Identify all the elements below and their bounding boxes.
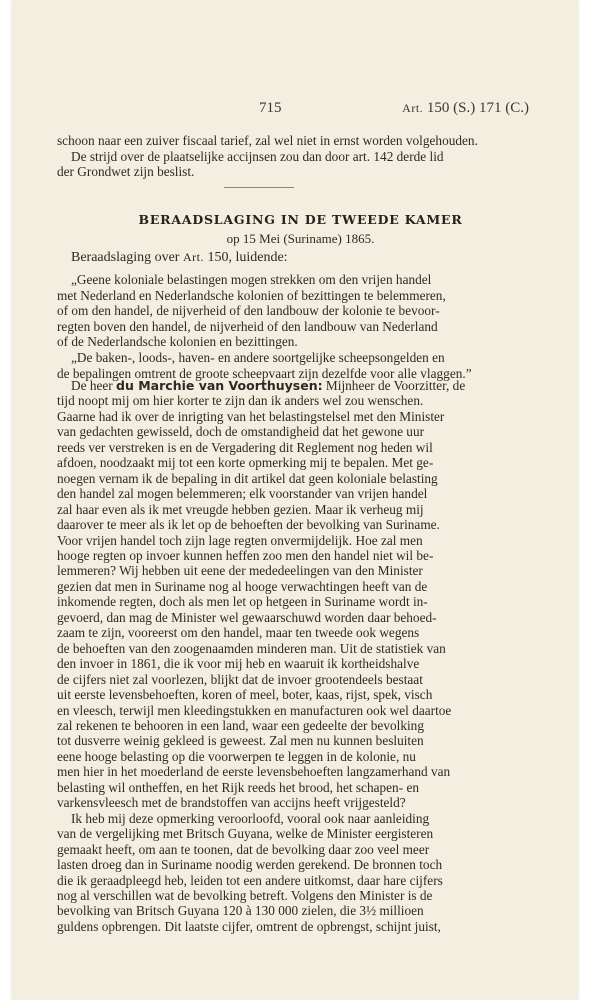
speech-line: eene hooge belasting op die voorwerpen te leggen in de kolonie, nu bbox=[57, 748, 416, 764]
running-head-rest: 150 (S.) 171 (C.) bbox=[423, 100, 529, 116]
quote-line: „Geene koloniale belastingen mogen strekken om den vrijen handel bbox=[71, 272, 432, 287]
speech-line: den invoer in 1861, die ik voor mij heb en waaruit ik kortheidshalve bbox=[57, 656, 420, 672]
speech-line: men hier in het moederland de eerste levensbehoeften langzamerhand van bbox=[57, 764, 451, 780]
deliberation-line bbox=[57, 250, 544, 266]
speech-line: en vleesch, terwijl men kleedingstukken en manufacturen ook wel daartoe bbox=[57, 702, 452, 718]
speech-line: gemaakt heeft, om aan te toonen, dat de bevolking daar zoo veel meer bbox=[57, 841, 430, 857]
speech-line: belasting wil ontheffen, en het Rijk reeds het brood, het schapen- en bbox=[57, 779, 419, 795]
speech-line: de cijfers niet zal voorlezen, blijkt dat de invoer grootendeels bestaat bbox=[57, 671, 423, 687]
speech-line: Gaarne had ik over de inrigting van het belastingstelsel met den Minister bbox=[57, 408, 445, 424]
speech-first-line: Mijnheer de Voorzitter, de bbox=[322, 378, 466, 393]
speech-line: Voor vrijen handel toch zijn lage regten onvermijdelijk. Hoe zal men bbox=[57, 532, 423, 548]
speech-line: zal rekenen te behooren in een land, waar een gedeelte der bevolking bbox=[57, 717, 424, 733]
speech-line: lemmeren? Wij hebben uit eene der mededeelingen van den Minister bbox=[57, 563, 423, 579]
speech-line: nog al verschillen wat de bevolking betreft. Volgens den Minister is de bbox=[57, 887, 433, 903]
book-page bbox=[12, 0, 578, 1000]
speech-paragraph bbox=[57, 378, 544, 934]
quote-line: „De baken-, loods-, haven- en andere soortgelijke scheepsongelden en bbox=[71, 349, 445, 365]
speech-line: lasten droeg dan in Suriname noodig werden gerekend. De bronnen toch bbox=[57, 857, 443, 873]
speech-line: die ik geraadpleegd heb, leiden tot een andere uitkomst, daar hare cijfers bbox=[57, 872, 443, 888]
running-head bbox=[402, 100, 529, 117]
speech-line: tot dusverre weinig gekleed is geweest. Zal men nu kunnen besluiten bbox=[57, 733, 424, 749]
speech-line: afdoen, noodzaakt mij tot een korte opmerking mij te bepalen. Met ge- bbox=[57, 455, 434, 471]
speech-line: van de vergelijking met Britsch Guyana, welke de Minister eergisteren bbox=[57, 826, 434, 842]
speech-line: noegen vernam ik de bepaling in dit artikel dat geen koloniale belasting bbox=[57, 470, 438, 486]
page-header bbox=[72, 100, 529, 120]
quoted-article bbox=[57, 272, 544, 381]
intro-paragraph bbox=[57, 133, 544, 180]
speech-line: gezien dat men in Suriname nog al hooge verwachtingen heeft van de bbox=[57, 578, 428, 594]
page-number: 715 bbox=[259, 100, 282, 116]
speech-line: inkomende regten, doch als men let op hetgeen in Suriname wordt in- bbox=[57, 594, 428, 610]
quote-line: of om den handel, de nijverheid of den landbouw der kolonie te bevoor- bbox=[57, 303, 440, 319]
speech-line: reeds ver verstreken is en de Vergadering dit Reglement nog heden wil bbox=[57, 439, 433, 455]
speech-line: tijd noopt mij om hier korter te zijn dan ik anders wel zou wenschen. bbox=[57, 393, 424, 409]
speech-line: uit eerste levensbehoeften, koren of meel, boter, kaas, rijst, spek, visch bbox=[57, 687, 433, 703]
intro-line: der Grondwet zijn beslist. bbox=[57, 164, 195, 180]
speech-line: van gedachten gewisseld, doch de omstandigheid dat het gewone uur bbox=[57, 424, 425, 440]
deliberation-art: Art. bbox=[182, 250, 204, 264]
speech-line: daarover te meer als ik let op de behoeften der bevolking van Suriname. bbox=[57, 517, 440, 533]
intro-line: schoon naar een zuiver fiscaal tarief, zal wel niet in ernst worden volgehouden. bbox=[57, 133, 478, 148]
quote-line: of de Nederlandsche kolonien en bezittingen. bbox=[57, 334, 298, 350]
running-head-art: Art. bbox=[402, 101, 424, 115]
quote-line: met Nederland en Nederlandsche kolonien of bezittingen te belemmeren, bbox=[57, 287, 446, 303]
speech-line: Ik heb mij deze opmerking veroorloofd, vooral ook naar aanleiding bbox=[71, 810, 430, 826]
intro-line: De strijd over de plaatselijke accijnsen zou dan door art. 142 derde lid bbox=[71, 148, 444, 164]
speech-prefix: De heer bbox=[71, 378, 117, 393]
speech-line: den handel zal mogen belemmeren; elk voorstander van vrijen handel bbox=[57, 486, 428, 502]
speech-line: bevolking van Britsch Guyana 120 à 130 000 zielen, die 3½ millioen bbox=[57, 903, 424, 919]
speech-line: varkensvleesch met de brandstoffen van accijns heeft vrijgesteld? bbox=[57, 795, 406, 811]
section-subtitle: op 15 Mei (Suriname) 1865. bbox=[226, 231, 375, 246]
quote-line: regten boven den handel, de nijverheid of den landbouw van Nederland bbox=[57, 318, 438, 334]
deliberation-suffix: 150, luidende: bbox=[203, 250, 288, 265]
speech-line: hooge regten op invoer kunnen heffen zoo men den handel niet wil be- bbox=[57, 547, 434, 563]
deliberation-prefix: Beraadslaging over bbox=[71, 250, 183, 265]
speech-line: gevoerd, dan mag de Minister wel gewaarschuwd worden daar behoed- bbox=[57, 609, 437, 625]
speech-line: guldens opbrengen. Dit laatste cijfer, omtrent de opbrengst, schijnt juist, bbox=[57, 918, 441, 934]
speech-line: zal haar even als ik met vreugde hebben gezien. Maar ik verheug mij bbox=[57, 501, 424, 517]
section-title: BERAADSLAGING IN DE TWEEDE KAMER bbox=[138, 212, 463, 227]
section-divider bbox=[224, 187, 294, 188]
speaker-name: du Marchie van Voorthuysen: bbox=[116, 378, 323, 393]
speech-line: zaam te zijn, vooreerst om den handel, maar ten tweede ook wegens bbox=[57, 625, 420, 641]
speech-line: de behoeften van den zoogenaamden minderen man. Uit de statistiek van bbox=[57, 640, 446, 656]
quote-line: de bepalingen omtrent de groote scheepvaart zijn dezelfde voor alle vlaggen.” bbox=[57, 365, 472, 381]
